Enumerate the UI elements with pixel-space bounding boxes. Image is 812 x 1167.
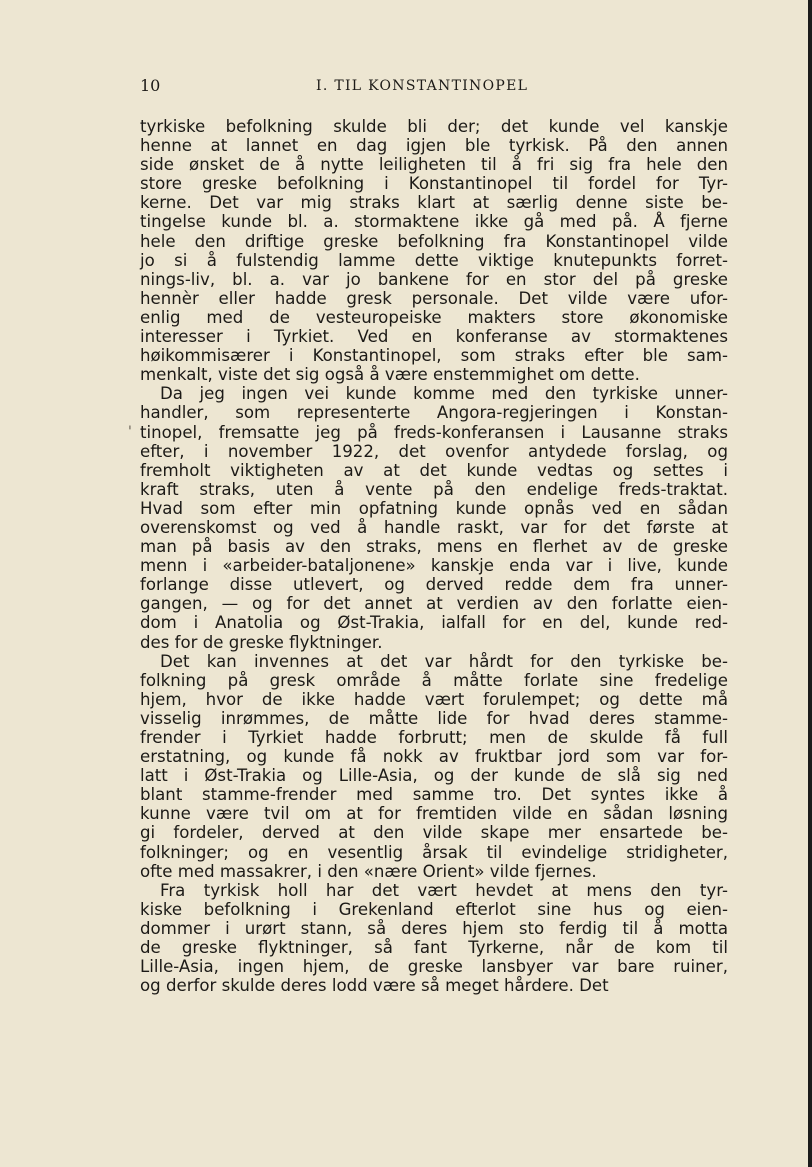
text-line: frender i Tyrkiet hadde forbrutt; men de skulde få full: [140, 728, 728, 747]
text-line: man på basis av den straks, mens en flerhet av de greske: [140, 537, 728, 557]
text-line: hjem, hvor de ikke hadde vært forulempet; og dette må: [140, 689, 728, 709]
text-line: dom i Anatolia og Øst-Trakia, ialfall for en del, kunde red-: [140, 613, 728, 633]
text-line: tingelse kunde bl. a. stormaktene ikke gå med på. Å fjerne: [140, 212, 728, 232]
text-line: store greske befolkning i Konstantinopel til fordel for Tyr-: [140, 174, 728, 194]
text-line: interesser i Tyrkiet. Ved en konferanse av stormaktenes: [140, 327, 728, 347]
text-line: enlig med de vesteuropeiske makters store økonomiske: [140, 307, 728, 327]
text-line: nings-liv, bl. a. var jo bankene for en stor del på greske: [140, 269, 728, 289]
page-edge: [808, 0, 812, 1167]
text-line: tinopel, fremsatte jeg på freds-konferansen i Lausanne straks ': [128, 422, 728, 442]
chapter-title: I. TIL KONSTANTINOPEL: [316, 78, 529, 94]
text-line: ofte med massakrer, i den «nære Orient» vilde fjernes.: [140, 861, 597, 881]
text-line: handler, som representerte Angora-regjeringen i Konstan-: [140, 403, 728, 423]
text-line: Det kan invennes at det var hårdt for den tyrkiske be-: [160, 651, 728, 671]
text-line: overenskomst og ved å handle raskt, var for det første at: [140, 517, 728, 537]
body-text: [128, 117, 728, 996]
text-line: gangen, — og for det annet at verdien av den forlatte eien-: [140, 594, 728, 614]
text-line: menkalt, viste det sig også å være enstemmighet om dette.: [140, 365, 640, 385]
text-line: folkninger; og en vesentlig årsak til evindelige stridigheter,: [140, 842, 728, 862]
running-head: [140, 75, 728, 97]
text-line: kraft straks, uten å vente på den endelige freds-traktat.: [140, 479, 728, 499]
text-line: Hvad som efter min opfatning kunde opnås ved en sådan: [140, 498, 728, 518]
text-line: side ønsket de å nytte leiligheten til å fri sig fra hele den: [140, 155, 728, 175]
text-line: henne at lannet en dag igjen ble tyrkisk. På den annen: [140, 136, 728, 156]
text-line: menn i «arbeider-bataljonene» kanskje enda var i live, kunde: [140, 556, 728, 576]
text-line: hennèr eller hadde gresk personale. Det vilde være ufor-: [140, 288, 728, 308]
text-line: og derfor skulde deres lodd være så meget hårdere. Det: [140, 976, 609, 996]
text-line: erstatning, og kunde få nokk av fruktbar jord som var for-: [140, 747, 728, 767]
text-line: kerne. Det var mig straks klart at særlig denne siste be-: [140, 193, 728, 213]
text-line: fremholt viktigheten av at det kunde vedtas og settes i: [140, 460, 728, 480]
text-line: Da jeg ingen vei kunde komme med den tyrkiske unner-: [160, 384, 728, 404]
text-line: visselig inrømmes, de måtte lide for hvad deres stamme-: [140, 708, 728, 728]
text-line: jo si å fulstendig lamme dette viktige knutepunkts forret-: [140, 250, 728, 270]
text-line: efter, i november 1922, det ovenfor antydede forslag, og: [140, 441, 728, 461]
text-line: des for de greske flyktninger.: [140, 632, 383, 652]
margin-mark: ': [128, 423, 132, 440]
text-line: hele den driftige greske befolkning fra Konstantinopel vilde: [140, 231, 728, 251]
text-line: Fra tyrkisk holl har det vært hevdet at mens den tyr-: [160, 880, 728, 900]
text-line: gi fordeler, derved at den vilde skape mer ensartede be-: [140, 823, 728, 843]
text-line: Lille-Asia, ingen hjem, de greske lansbyer var bare ruiner,: [140, 957, 728, 977]
text-line: høikommisærer i Konstantinopel, som straks efter ble sam-: [140, 346, 728, 366]
text-line: latt i Øst-Trakia og Lille-Asia, og der kunde de slå sig ned: [140, 766, 728, 786]
text-line: dommer i urørt stann, så deres hjem sto ferdig til å motta: [140, 918, 728, 938]
text-line: folkning på gresk område å måtte forlate sine fredelige: [140, 670, 728, 690]
text-line: tyrkiske befolkning skulde bli der; det kunde vel kanskje: [140, 117, 728, 136]
text-line: blant stamme-frender med samme tro. Det syntes ikke å: [140, 785, 728, 805]
text-line: forlange disse utlevert, og derved redde dem fra unner-: [140, 575, 728, 595]
page-number: 10: [140, 76, 161, 95]
text-line: de greske flyktninger, så fant Tyrkerne, når de kom til: [140, 938, 728, 958]
text-line: kunne være tvil om at for fremtiden vilde en sådan løsning: [140, 804, 728, 824]
text-line: kiske befolkning i Grekenland efterlot sine hus og eien-: [140, 899, 728, 919]
